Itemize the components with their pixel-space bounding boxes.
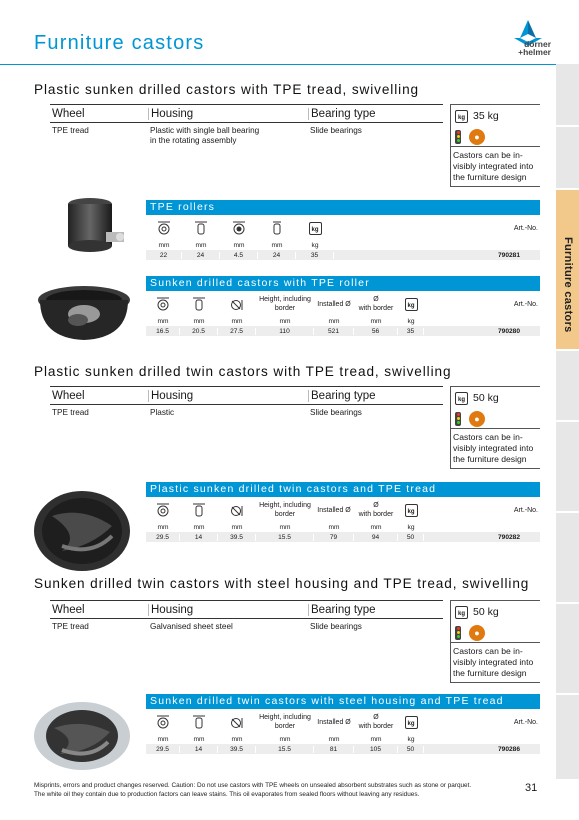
wheel-diameter-icon (157, 221, 171, 235)
twin-castor-image (32, 486, 132, 576)
page-number: 31 (525, 782, 538, 794)
traffic-light-icon (455, 130, 461, 144)
castor-height-icon (230, 715, 244, 729)
load-weight-icon: kg (455, 392, 468, 405)
wheel-diameter-icon (156, 297, 170, 311)
product-table: Height, including border Installed Ø Ø with border kg Art.-No. mm mm mm mm mm mm kg 29.5 14 39.5 15.5 79 94 50 790282 (146, 497, 540, 542)
info-note: Castors can be in- visibly integrated into the furniture design (453, 150, 534, 182)
product-table: kg Art.-No. mm mm mm mm kg 22 24 4.5 24 35 790281 (146, 215, 540, 260)
side-tab[interactable] (556, 64, 579, 126)
tpe-roller-image (60, 196, 126, 258)
section-title: Plastic sunken drilled twin castors with TPE tread, swivelling (34, 364, 452, 379)
product-table: Height, including border Installed Ø Ø with border kg Art.-No. mm mm mm mm mm mm kg 29.5 14 39.5 15.5 81 105 50 790286 (146, 709, 540, 754)
info-box (450, 600, 540, 683)
side-tab-label: Furniture castors (562, 237, 574, 333)
article-number[interactable]: 790281 (497, 251, 520, 259)
table-row: 29.5 14 39.5 15.5 81 105 50 790286 (146, 744, 540, 754)
info-note: Castors can be in- visibly integrated into the furniture design (453, 646, 534, 678)
product-table: Height, including border Installed Ø Ø with border kg Art.-No. mm mm mm mm mm mm kg 16.5 20.5 27.5 110 521 56 35 790280 (146, 291, 540, 336)
article-number[interactable]: 790282 (497, 533, 520, 541)
product-table-title: Sunken drilled twin castors with steel housing and TPE tread (146, 694, 540, 709)
load-weight-icon: kg (405, 298, 418, 311)
side-tab[interactable] (556, 513, 579, 603)
load-capacity: 35 kg (473, 110, 499, 122)
traffic-light-icon (455, 626, 461, 640)
table-row: 29.5 14 39.5 15.5 79 94 50 790282 (146, 532, 540, 542)
load-capacity: 50 kg (473, 392, 499, 404)
product-table-title: Sunken drilled castors with TPE roller (146, 276, 540, 291)
load-capacity: 50 kg (473, 606, 499, 618)
traffic-light-icon (455, 412, 461, 426)
spec-table: Wheel Housing Bearing type TPE tread Galvanised sheet steel Slide bearings (50, 600, 443, 632)
side-tab[interactable] (556, 604, 579, 694)
header-rule (0, 64, 556, 65)
article-number[interactable]: 790280 (497, 327, 520, 335)
wheel-width-icon (192, 715, 206, 729)
table-row: 16.5 20.5 27.5 110 521 56 35 790280 (146, 326, 540, 336)
load-weight-icon: kg (455, 606, 468, 619)
wheel-diameter-icon (156, 715, 170, 729)
info-note: Castors can be in- visibly integrated into the furniture design (453, 432, 534, 464)
page-title: Furniture castors (34, 32, 205, 54)
info-box (450, 104, 540, 187)
product-table-title: TPE rollers (146, 200, 540, 215)
load-weight-icon: kg (405, 716, 418, 729)
wheel-width-icon (194, 221, 208, 235)
wheel-diameter-icon (156, 503, 170, 517)
wheel-width-icon (192, 297, 206, 311)
info-box (450, 386, 540, 469)
castor-height-icon (230, 297, 244, 311)
section-title: Sunken drilled twin castors with steel housing and TPE tread, swivelling (34, 576, 530, 591)
castor-height-icon (230, 503, 244, 517)
hub-length-icon (270, 221, 284, 235)
brand-logo-text: dörner +helmer (518, 39, 551, 57)
side-tab[interactable] (556, 695, 579, 780)
oil-drop-icon: ● (469, 411, 485, 427)
spec-table: Wheel Housing Bearing type TPE tread Plastic with single ball bearing in the rotating assembly Slide bearings (50, 104, 443, 146)
table-row: 22 24 4.5 24 35 790281 (146, 250, 540, 260)
load-weight-icon: kg (405, 504, 418, 517)
spec-table: Wheel Housing Bearing type TPE tread Plastic Slide bearings (50, 386, 443, 418)
article-number[interactable]: 790286 (497, 745, 520, 753)
bore-diameter-icon (232, 221, 246, 235)
product-table-title: Plastic sunken drilled twin castors and TPE tread (146, 482, 540, 497)
side-tab[interactable] (556, 422, 579, 512)
wheel-width-icon (192, 503, 206, 517)
load-weight-icon: kg (455, 110, 468, 123)
footer-disclaimer: Misprints, errors and product changes reserved. Caution: Do not use castors with TPE wheels on unsealed absorbent substrates such as stone or parquet. The white oil they contain due to production factors can leave stains. This oil evaporates from sealed floors without leaving any residues. (34, 782, 472, 798)
side-tab[interactable] (556, 127, 579, 189)
sunken-castor-image (36, 278, 132, 348)
side-tab[interactable] (556, 351, 579, 421)
oil-drop-icon: ● (469, 625, 485, 641)
oil-drop-icon: ● (469, 129, 485, 145)
section-title: Plastic sunken drilled castors with TPE tread, swivelling (34, 82, 419, 97)
steel-twin-castor-image (32, 700, 132, 774)
load-weight-icon: kg (309, 222, 322, 235)
